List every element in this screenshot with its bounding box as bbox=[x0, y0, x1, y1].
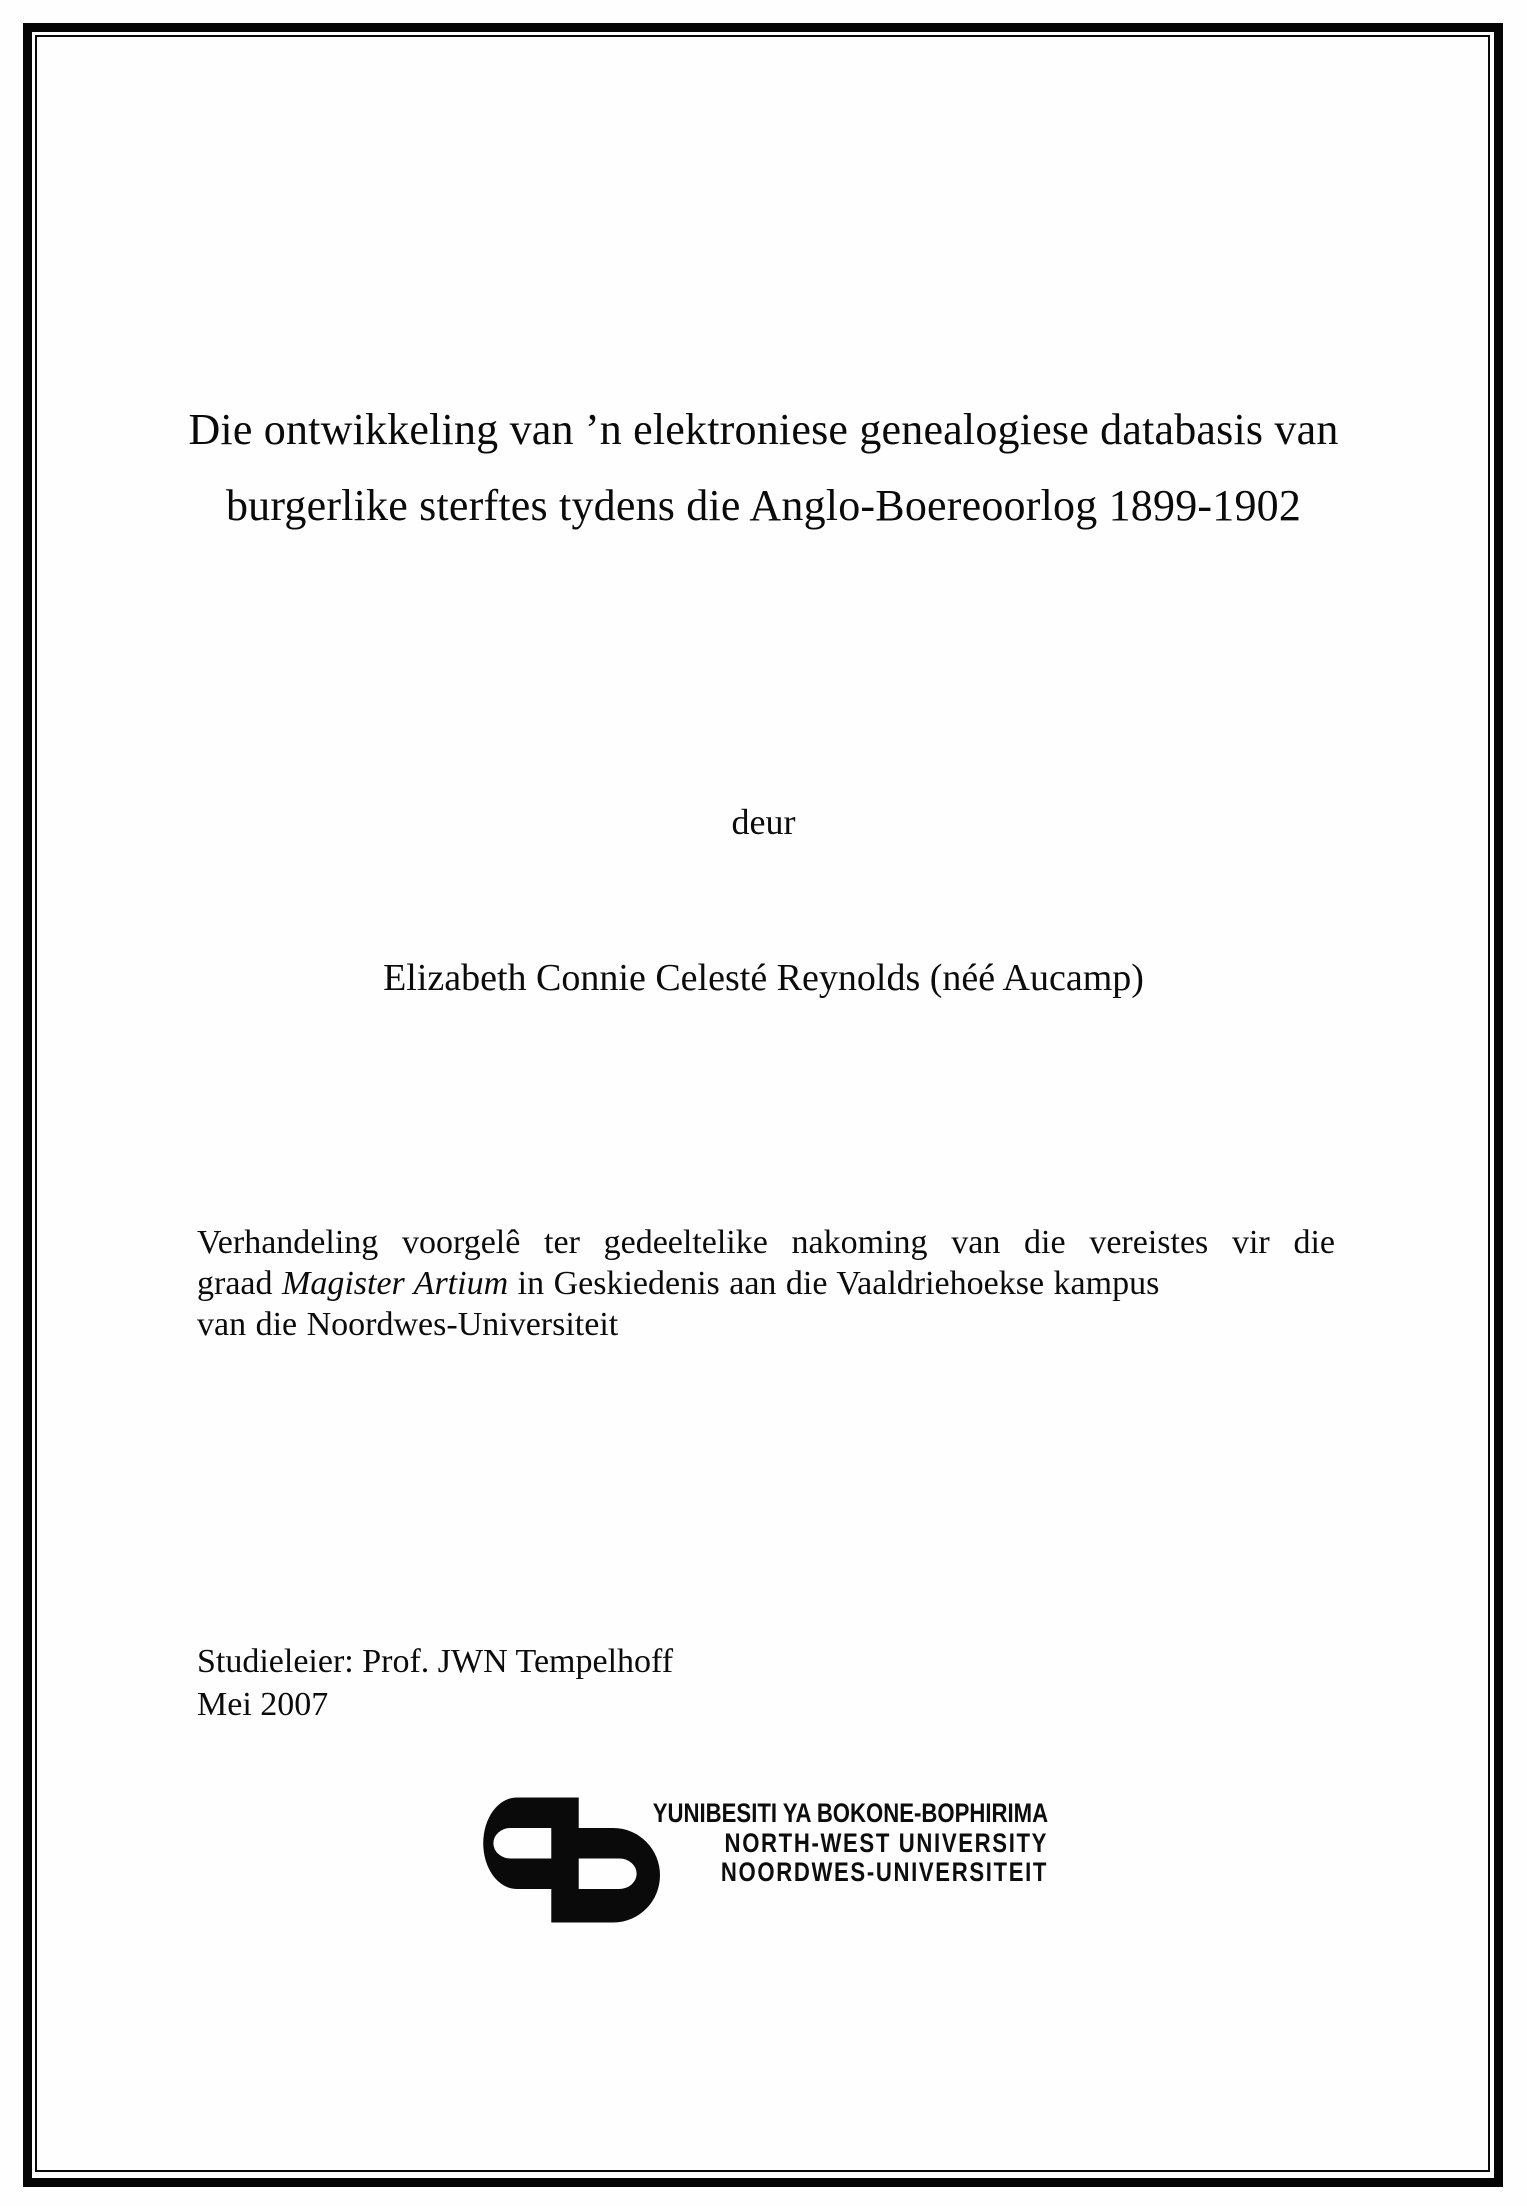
degree-statement-line-2 bbox=[197, 1263, 1335, 1304]
degree-statement bbox=[197, 1222, 1335, 1345]
byline-label: deur bbox=[731, 802, 796, 842]
university-logo-icon bbox=[470, 1797, 660, 1923]
degree-statement-line-1: Verhandeling voorgelê ter gedeeltelike nakoming van die vereistes vir die bbox=[197, 1224, 1335, 1261]
degree-statement-line2-pre: graad bbox=[197, 1265, 283, 1302]
thesis-title bbox=[60, 392, 1467, 544]
thesis-title-line-1: Die ontwikkeling van ’n elektroniese genealogiese databasis van bbox=[188, 405, 1339, 454]
date-line: Mei 2007 bbox=[197, 1686, 329, 1723]
university-name-setswana: YUNIBESITI YA BOKONE-BOPHIRIMA bbox=[652, 1798, 1048, 1828]
university-name-english: NORTH-WEST UNIVERSITY bbox=[724, 1827, 1048, 1858]
supervisor-block bbox=[197, 1640, 673, 1726]
degree-statement-line2-post: in Geskiedenis aan die Vaaldriehoekse kampus bbox=[508, 1265, 1160, 1302]
university-logo-wordmark bbox=[653, 1799, 1048, 1888]
supervisor-line: Studieleier: Prof. JWN Tempelhoff bbox=[197, 1643, 674, 1680]
thesis-title-line-2: burgerlike sterftes tydens die Anglo-Boereoorlog 1899-1902 bbox=[225, 481, 1302, 530]
university-name-afrikaans: NOORDWES-UNIVERSITEIT bbox=[720, 1857, 1048, 1887]
author-name: Elizabeth Connie Celesté Reynolds (néé Aucamp) bbox=[383, 957, 1144, 999]
degree-statement-line-3: van die Noordwes-Universiteit bbox=[197, 1306, 619, 1343]
degree-name-italic: Magister Artium bbox=[282, 1265, 509, 1302]
